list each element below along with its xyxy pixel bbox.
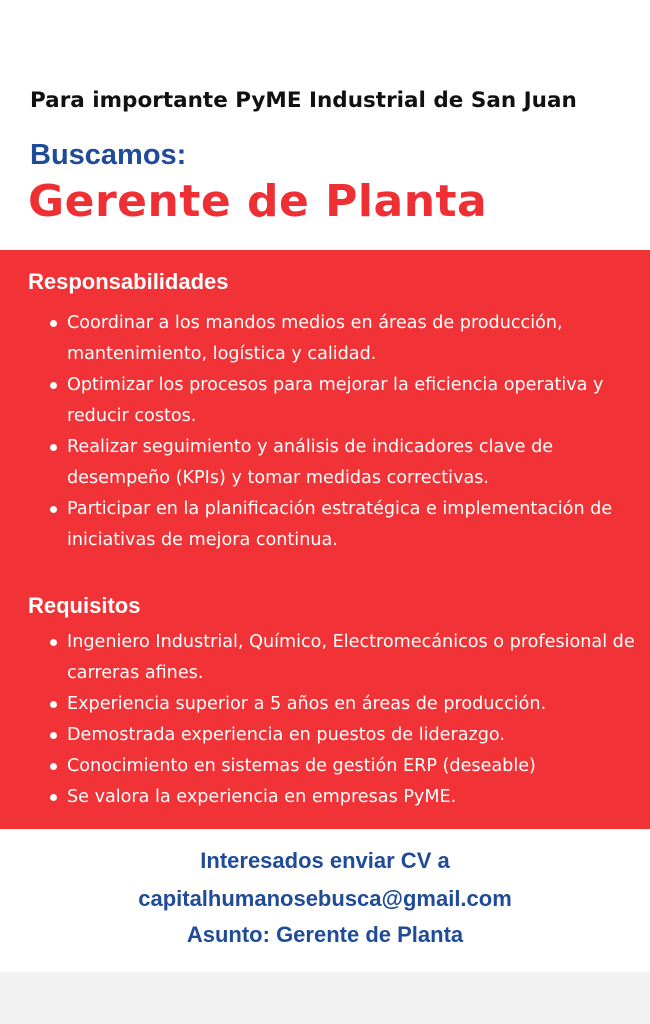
responsabilidades-heading: Responsabilidades bbox=[28, 269, 229, 294]
list-item: Coordinar a los mandos medios en áreas de producción, mantenimiento, logística y calidad. bbox=[0, 308, 650, 370]
list-item: Optimizar los procesos para mejorar la eficiencia operativa y reducir costos. bbox=[0, 370, 650, 432]
footer-strip bbox=[0, 972, 650, 1024]
requisitos-list bbox=[0, 627, 650, 813]
list-item: Realizar seguimiento y análisis de indicadores clave de desempeño (KPIs) y tomar medidas correctivas. bbox=[0, 432, 650, 494]
contact-instruction: Interesados enviar CV a bbox=[200, 848, 450, 873]
list-item: Demostrada experiencia en puestos de liderazgo. bbox=[0, 720, 650, 751]
lead-text: Buscamos: bbox=[30, 139, 187, 171]
contact-email[interactable]: capitalhumanosebusca@gmail.com bbox=[138, 886, 512, 911]
list-item: Se valora la experiencia en empresas PyME. bbox=[0, 782, 650, 813]
contact-subject: Asunto: Gerente de Planta bbox=[186, 922, 464, 947]
list-item: Experiencia superior a 5 años en áreas de producción. bbox=[0, 689, 650, 720]
job-title: Gerente de Planta bbox=[28, 176, 488, 227]
list-item: Participar en la planificación estratégica e implementación de iniciativas de mejora continua. bbox=[0, 494, 650, 556]
list-item: Ingeniero Industrial, Químico, Electromecánicos o profesional de carreras afines. bbox=[0, 627, 650, 689]
requisitos-heading: Requisitos bbox=[28, 593, 141, 618]
company-line: Para importante PyME Industrial de San Juan bbox=[30, 88, 577, 113]
details-panel bbox=[0, 250, 650, 829]
header-section bbox=[0, 0, 650, 250]
responsabilidades-list bbox=[0, 308, 650, 556]
contact-section bbox=[0, 829, 650, 972]
list-item: Conocimiento en sistemas de gestión ERP (deseable) bbox=[0, 751, 650, 782]
